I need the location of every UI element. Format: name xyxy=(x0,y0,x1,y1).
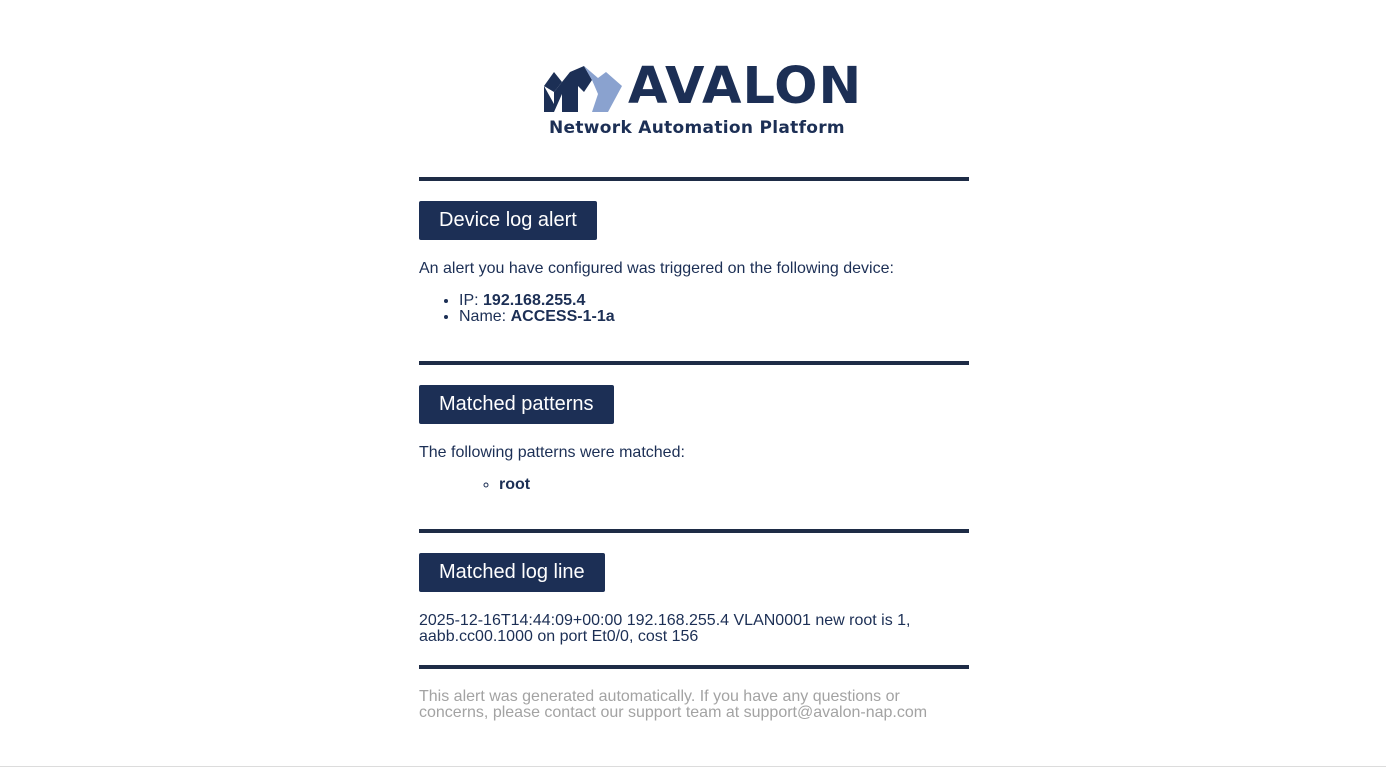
pattern-item: ◦ root xyxy=(499,477,969,493)
pattern-list xyxy=(419,477,969,493)
device-name-label: Name: xyxy=(459,308,511,325)
footer-note: This alert was generated automatically. If you have any questions or concerns, please contact our support team at support@avalon-nap.com xyxy=(419,688,928,721)
device-name-item xyxy=(459,309,969,325)
castle-logo-icon xyxy=(540,64,624,112)
avalon-logo xyxy=(540,57,863,140)
brand-name: AVALON xyxy=(628,57,863,116)
device-name-value: ACCESS-1-1a xyxy=(510,308,615,325)
device-ip-value: 192.168.255.4 xyxy=(483,292,586,309)
alert-email-body xyxy=(419,177,969,721)
device-info-list xyxy=(419,293,969,325)
matched-patterns-heading: Matched patterns xyxy=(419,385,614,424)
patterns-intro-text: The following patterns were matched: xyxy=(419,444,685,461)
matched-log-line-heading: Matched log line xyxy=(419,553,605,592)
device-log-alert-heading: Device log alert xyxy=(419,201,597,240)
log-line-text: 2025-12-16T14:44:09+00:00 192.168.255.4 VLAN0001 new root is 1, aabb.cc00.1000 on port Et0/0, cost 156 xyxy=(419,612,911,645)
device-ip-item xyxy=(459,293,969,309)
device-ip-label: IP: xyxy=(459,292,484,309)
alert-intro-text: An alert you have configured was triggered on the following device: xyxy=(419,260,894,277)
brand-tagline: Network Automation Platform xyxy=(549,118,845,138)
